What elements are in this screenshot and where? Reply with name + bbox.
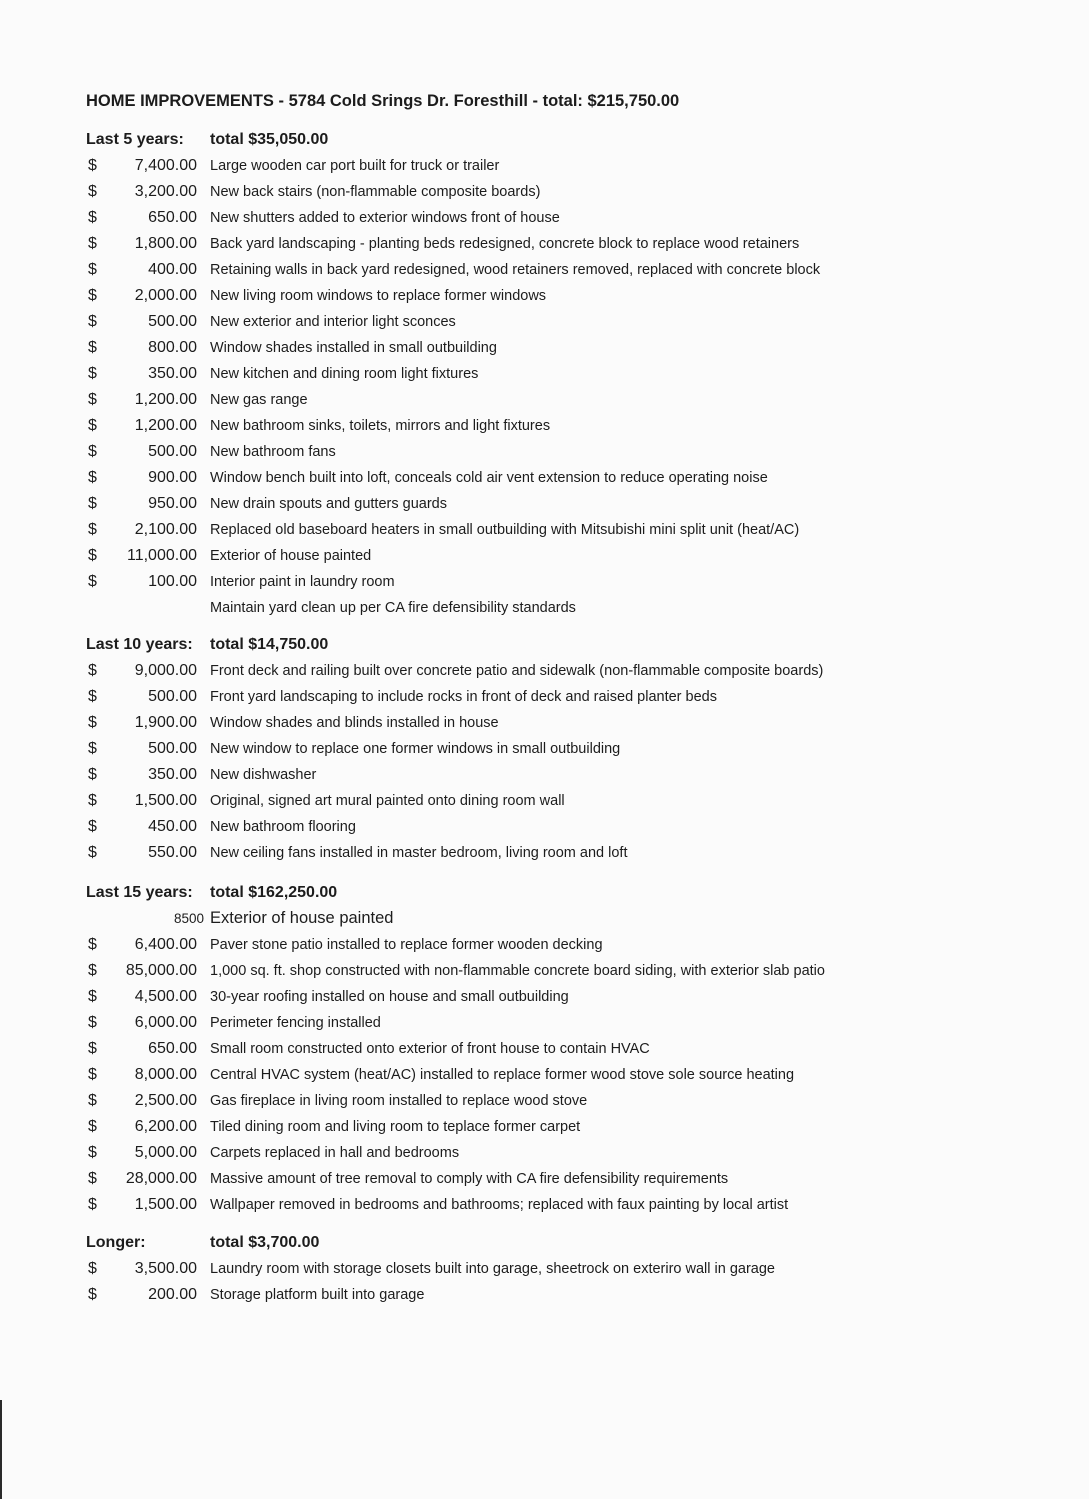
dollar-sign: $ — [88, 988, 97, 1005]
line-item — [86, 792, 1046, 818]
line-description: New gas range — [210, 392, 308, 408]
dollar-sign: $ — [88, 443, 97, 460]
line-item — [86, 313, 1046, 339]
line-amount: 3,200.00 — [134, 183, 197, 200]
dollar-sign: $ — [88, 1118, 97, 1135]
dollar-sign: $ — [88, 391, 97, 408]
line-item — [86, 261, 1046, 287]
line-amount: 6,200.00 — [134, 1118, 197, 1135]
line-item — [86, 547, 1046, 573]
line-item — [86, 1196, 1046, 1222]
line-amount: 650.00 — [148, 209, 197, 226]
line-description: Tiled dining room and living room to teplace former carpet — [210, 1119, 581, 1135]
line-description: New kitchen and dining room light fixtures — [210, 366, 479, 382]
dollar-sign: $ — [88, 573, 97, 590]
line-description: Window bench built into loft, conceals cold air vent extension to reduce operating noise — [210, 470, 768, 486]
line-amount: 900.00 — [148, 469, 197, 486]
line-description: Exterior of house painted — [210, 909, 394, 927]
line-item — [86, 818, 1046, 844]
dollar-sign: $ — [88, 1170, 97, 1187]
line-amount: 2,100.00 — [134, 521, 197, 538]
line-item — [86, 443, 1046, 469]
line-amount: 1,200.00 — [134, 417, 197, 434]
line-description: Laundry room with storage closets built into garage, sheetrock on exteriro wall in garage — [210, 1261, 775, 1277]
line-amount: 100.00 — [148, 573, 197, 590]
section-label: Last 5 years: — [86, 131, 184, 148]
section-header — [86, 884, 1046, 910]
dollar-sign: $ — [88, 547, 97, 564]
line-description: New window to replace one former windows in small outbuilding — [210, 741, 621, 757]
line-description: 1,000 sq. ft. shop constructed with non-flammable concrete board siding, with exterior slab patio — [210, 963, 825, 979]
line-amount: 5,000.00 — [134, 1144, 197, 1161]
section-total: total $35,050.00 — [210, 131, 329, 148]
line-item — [86, 1286, 1046, 1312]
line-item — [86, 936, 1046, 962]
line-amount: 450.00 — [148, 818, 197, 835]
line-item — [86, 391, 1046, 417]
section-2 — [86, 636, 1046, 870]
line-description: New shutters added to exterior windows front of house — [210, 210, 560, 226]
section-4 — [86, 1234, 1046, 1312]
dollar-sign: $ — [88, 1040, 97, 1057]
line-description: Wallpaper removed in bedrooms and bathrooms; replaced with faux painting by local artist — [210, 1197, 789, 1213]
line-amount: 7,400.00 — [134, 157, 197, 174]
dollar-sign: $ — [88, 495, 97, 512]
line-item — [86, 844, 1046, 870]
dollar-sign: $ — [88, 1092, 97, 1109]
line-description: Massive amount of tree removal to comply with CA fire defensibility requirements — [210, 1171, 729, 1187]
line-item — [86, 662, 1046, 688]
dollar-sign: $ — [88, 1196, 97, 1213]
line-amount: 950.00 — [148, 495, 197, 512]
line-description: Storage platform built into garage — [210, 1287, 425, 1303]
line-description: Front deck and railing built over concrete patio and sidewalk (non-flammable composite boards) — [210, 663, 824, 679]
dollar-sign: $ — [88, 936, 97, 953]
line-description: New bathroom fans — [210, 444, 336, 460]
dollar-sign: $ — [88, 714, 97, 731]
line-description: Large wooden car port built for truck or trailer — [210, 158, 500, 174]
dollar-sign: $ — [88, 235, 97, 252]
line-amount: 8,000.00 — [134, 1066, 197, 1083]
line-item — [86, 988, 1046, 1014]
dollar-sign: $ — [88, 469, 97, 486]
line-amount: 1,800.00 — [134, 235, 197, 252]
line-amount: 1,200.00 — [134, 391, 197, 408]
line-amount: 550.00 — [148, 844, 197, 861]
section-label: Last 15 years: — [86, 884, 193, 901]
line-item — [86, 766, 1046, 792]
dollar-sign: $ — [88, 183, 97, 200]
line-amount: 500.00 — [148, 443, 197, 460]
section-label: Last 10 years: — [86, 636, 193, 653]
section-total: total $162,250.00 — [210, 884, 338, 901]
line-item — [86, 910, 1046, 936]
line-amount: 11,000.00 — [127, 547, 197, 564]
line-amount: 350.00 — [148, 365, 197, 382]
line-amount: 650.00 — [148, 1040, 197, 1057]
line-description: Paver stone patio installed to replace former wooden decking — [210, 937, 603, 953]
line-description: Interior paint in laundry room — [210, 574, 395, 590]
section-1 — [86, 131, 1046, 625]
line-description: Window shades and blinds installed in house — [210, 715, 499, 731]
line-amount: 28,000.00 — [125, 1170, 197, 1187]
line-description: Original, signed art mural painted onto dining room wall — [210, 793, 565, 809]
line-item — [86, 1170, 1046, 1196]
line-amount: 400.00 — [148, 261, 197, 278]
dollar-sign: $ — [88, 766, 97, 783]
line-item — [86, 740, 1046, 766]
line-description: Back yard landscaping - planting beds redesigned, concrete block to replace wood retainers — [210, 236, 800, 252]
line-item — [86, 469, 1046, 495]
line-item — [86, 1118, 1046, 1144]
line-description: New dishwasher — [210, 767, 317, 783]
dollar-sign: $ — [88, 1066, 97, 1083]
dollar-sign: $ — [88, 287, 97, 304]
line-description: Central HVAC system (heat/AC) installed to replace former wood stove sole source heating — [210, 1067, 795, 1083]
dollar-sign: $ — [88, 417, 97, 434]
line-amount: 2,500.00 — [134, 1092, 197, 1109]
line-amount: 500.00 — [148, 740, 197, 757]
dollar-sign: $ — [88, 662, 97, 679]
line-amount: 500.00 — [148, 688, 197, 705]
line-item — [86, 209, 1046, 235]
dollar-sign: $ — [88, 740, 97, 757]
line-item — [86, 521, 1046, 547]
dollar-sign: $ — [88, 365, 97, 382]
line-description: Replaced old baseboard heaters in small outbuilding with Mitsubishi mini split unit (heat/AC) — [210, 522, 800, 538]
section-total: total $3,700.00 — [210, 1234, 320, 1251]
section-header — [86, 1234, 1046, 1260]
dollar-sign: $ — [88, 1144, 97, 1161]
line-item — [86, 599, 1046, 625]
scan-edge-mark — [0, 1400, 2, 1499]
dollar-sign: $ — [88, 792, 97, 809]
line-item — [86, 1040, 1046, 1066]
line-item — [86, 1092, 1046, 1118]
line-item — [86, 962, 1046, 988]
line-amount: 1,500.00 — [134, 792, 197, 809]
line-item — [86, 235, 1046, 261]
line-item — [86, 688, 1046, 714]
line-description: New bathroom sinks, toilets, mirrors and light fixtures — [210, 418, 551, 434]
line-description: Carpets replaced in hall and bedrooms — [210, 1145, 460, 1161]
line-amount: 9,000.00 — [134, 662, 197, 679]
line-amount: 6,400.00 — [134, 936, 197, 953]
line-description: New ceiling fans installed in master bedroom, living room and loft — [210, 845, 628, 861]
line-item — [86, 183, 1046, 209]
dollar-sign: $ — [88, 688, 97, 705]
line-description: Window shades installed in small outbuilding — [210, 340, 497, 356]
line-item — [86, 287, 1046, 313]
section-header — [86, 636, 1046, 662]
line-description: New exterior and interior light sconces — [210, 314, 456, 330]
line-description: Exterior of house painted — [210, 548, 372, 564]
line-description: New back stairs (non-flammable composite boards) — [210, 184, 541, 200]
line-amount: 4,500.00 — [134, 988, 197, 1005]
line-amount: 3,500.00 — [134, 1260, 197, 1277]
line-item — [86, 1014, 1046, 1040]
dollar-sign: $ — [88, 844, 97, 861]
line-amount: 800.00 — [148, 339, 197, 356]
line-amount: 500.00 — [148, 313, 197, 330]
line-amount: 85,000.00 — [125, 962, 197, 979]
line-amount: 2,000.00 — [134, 287, 197, 304]
line-item — [86, 1260, 1046, 1286]
line-description: Retaining walls in back yard redesigned, wood retainers removed, replaced with concrete block — [210, 262, 821, 278]
line-item — [86, 157, 1046, 183]
dollar-sign: $ — [88, 1260, 97, 1277]
dollar-sign: $ — [88, 818, 97, 835]
section-header — [86, 131, 1046, 157]
line-description: New living room windows to replace former windows — [210, 288, 547, 304]
line-item — [86, 1144, 1046, 1170]
line-item — [86, 365, 1046, 391]
line-description: New drain spouts and gutters guards — [210, 496, 447, 512]
dollar-sign: $ — [88, 339, 97, 356]
dollar-sign: $ — [88, 313, 97, 330]
line-item — [86, 714, 1046, 740]
dollar-sign: $ — [88, 962, 97, 979]
line-description: Maintain yard clean up per CA fire defensibility standards — [210, 600, 576, 616]
dollar-sign: $ — [88, 261, 97, 278]
line-amount: 6,000.00 — [134, 1014, 197, 1031]
section-total: total $14,750.00 — [210, 636, 329, 653]
dollar-sign: $ — [88, 157, 97, 174]
line-item — [86, 417, 1046, 443]
line-amount: 350.00 — [148, 766, 197, 783]
line-item — [86, 495, 1046, 521]
line-amount: 1,500.00 — [134, 1196, 197, 1213]
document-title: HOME IMPROVEMENTS - 5784 Cold Srings Dr. Foresthill - total: $215,750.00 — [86, 92, 680, 110]
dollar-sign: $ — [88, 1014, 97, 1031]
line-item — [86, 573, 1046, 599]
line-description: New bathroom flooring — [210, 819, 356, 835]
line-description: Gas fireplace in living room installed to replace wood stove — [210, 1093, 588, 1109]
line-description: 30-year roofing installed on house and small outbuilding — [210, 989, 569, 1005]
dollar-sign: $ — [88, 209, 97, 226]
dollar-sign: $ — [88, 1286, 97, 1303]
line-description: Small room constructed onto exterior of front house to contain HVAC — [210, 1041, 650, 1057]
line-description: Perimeter fencing installed — [210, 1015, 381, 1031]
line-amount: 200.00 — [148, 1286, 197, 1303]
section-3 — [86, 884, 1046, 1222]
line-description: Front yard landscaping to include rocks in front of deck and raised planter beds — [210, 689, 717, 705]
dollar-sign: $ — [88, 521, 97, 538]
section-label: Longer: — [86, 1234, 146, 1251]
line-item — [86, 1066, 1046, 1092]
line-item — [86, 339, 1046, 365]
line-amount: 1,900.00 — [134, 714, 197, 731]
line-amount: 8500 — [173, 911, 204, 926]
